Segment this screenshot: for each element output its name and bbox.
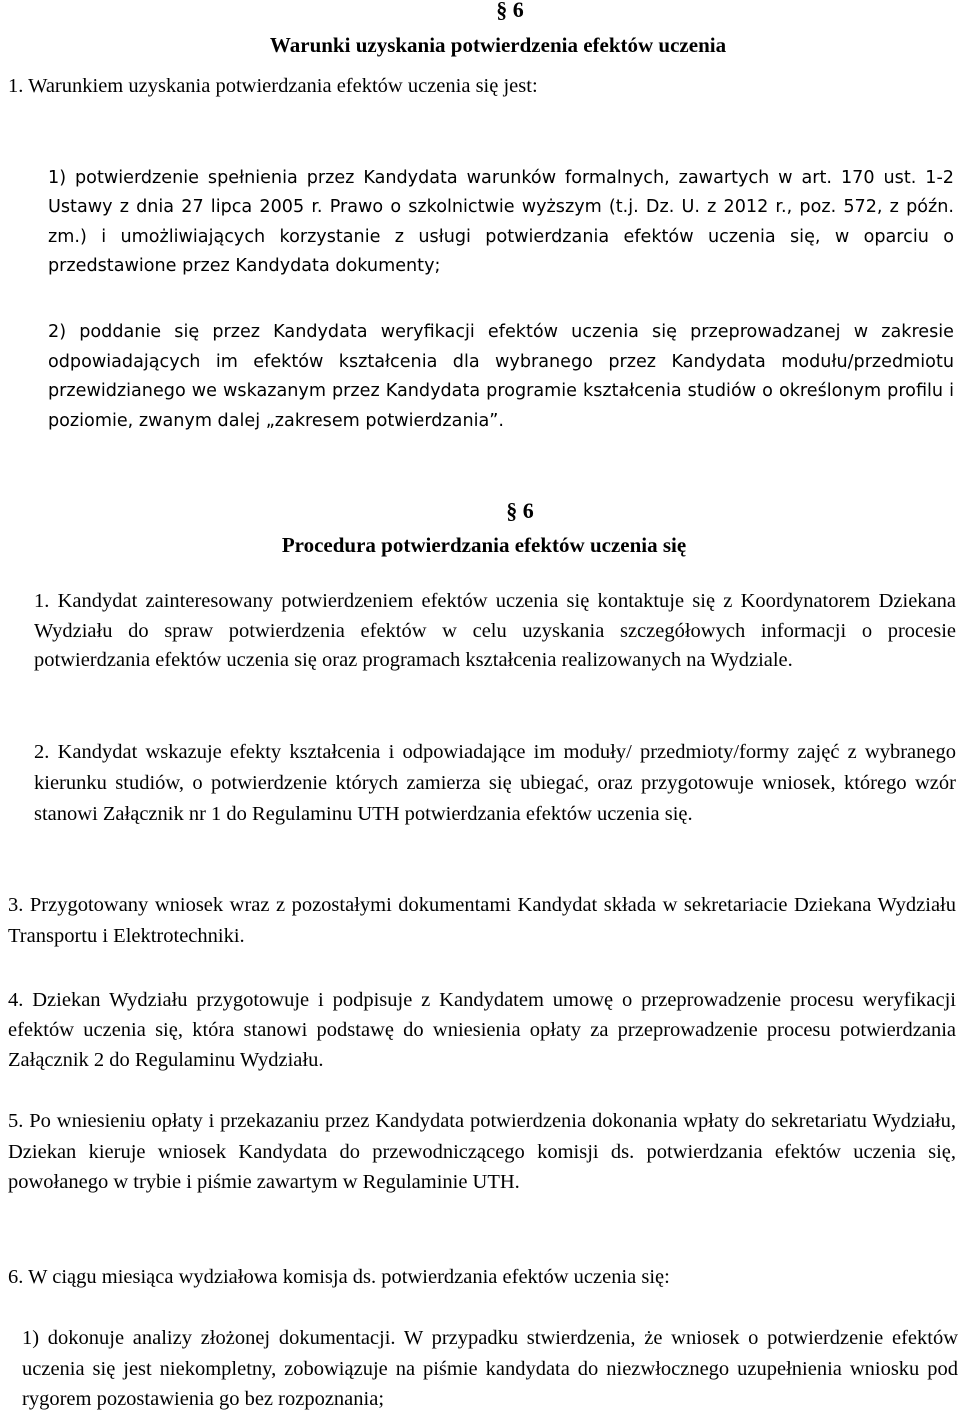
section-2-point-4: 4. Dziekan Wydziału przygotowuje i podpisuje z Kandydatem umowę o przeprowadzenie procesu weryfikacji efektów uczenia się, która stanowi podstawę do wniesienia opłaty za przeprowadzenie procesu potwierdzania Załącznik 2 do Regulaminu Wydziału. xyxy=(8,989,956,1071)
section-2-paragraph-mark: § 6 xyxy=(506,498,534,523)
section-2-point-1: 1. Kandydat zainteresowany potwierdzeniem efektów uczenia się kontaktuje się z Koordynatorem Dziekana Wydziału do spraw potwierdzenia efektów w celu uzyskania szczegółowych informacji o procesie potwierdzania efektów uczenia się oraz programach kształcenia realizowanych na Wydziale. xyxy=(34,590,956,671)
section-1-title: Warunki uzyskania potwierdzenia efektów uczenia xyxy=(269,33,727,57)
section-1-paragraph-mark: § 6 xyxy=(496,0,524,22)
section-1-item-1: 1) potwierdzenie spełnienia przez Kandydata warunków formalnych, zawartych w art. 170 ust. 1-2 Ustawy z dnia 27 lipca 2005 r. Prawo o szkolnictwie wyższym (t.j. Dz. U. z 2012 r., poz. 572, z późn. zm.) i umożliwiających korzystanie z usługi potwierdzania efektów uczenia się, w oparciu o przedstawione przez Kandydata dokumenty; xyxy=(48,168,954,276)
section-2-point-6: 6. W ciągu miesiąca wydziałowa komisja ds. potwierdzania efektów uczenia się: xyxy=(8,1266,670,1288)
section-1-intro: 1. Warunkiem uzyskania potwierdzania efektów uczenia się jest: xyxy=(8,75,538,97)
section-2-title: Procedura potwierdzania efektów uczenia się xyxy=(281,533,687,557)
section-2-point-5: 5. Po wniesieniu opłaty i przekazaniu przez Kandydata potwierdzenia dokonania wpłaty do sekretariatu Wydziału, Dziekan kieruje wniosek Kandydata do przewodniczącego komisji ds. potwierdzania efektów uczenia się, powołanego w trybie i piśmie zawartym w Regulaminie UTH. xyxy=(8,1110,956,1193)
section-1-item-2: 2) poddanie się przez Kandydata weryfikacji efektów uczenia się przeprowadzanej w zakresie odpowiadających im efektów kształcenia dla wybranego przez Kandydata modułu/przedmiotu przewidzianego we wskazanym przez Kandydata programie kształcenia studiów o określonym profilu i poziomie, zwanym dalej „zakresem potwierdzania”. xyxy=(48,322,954,432)
section-2-point-6-item-1: 1) dokonuje analizy złożonej dokumentacji. W przypadku stwierdzenia, że wniosek o potwierdzenie efektów uczenia się jest niekompletny, zobowiązuje na piśmie kandydata do niezwłocznego uzupełnienia wniosku pod rygorem pozostawienia go bez rozpoznania; xyxy=(22,1327,958,1410)
section-2-point-2: 2. Kandydat wskazuje efekty kształcenia i odpowiadające im moduły/ przedmioty/formy zajęć z wybranego kierunku studiów, o potwierdzenie których zamierza się ubiegać, oraz przygotowuje wniosek, którego wzór stanowi Załącznik nr 1 do Regulaminu UTH potwierdzania efektów uczenia się. xyxy=(34,741,956,825)
section-2-point-3: 3. Przygotowany wniosek wraz z pozostałymi dokumentami Kandydat składa w sekretariacie Dziekana Wydziału Transportu i Elektrotechniki. xyxy=(8,894,956,947)
